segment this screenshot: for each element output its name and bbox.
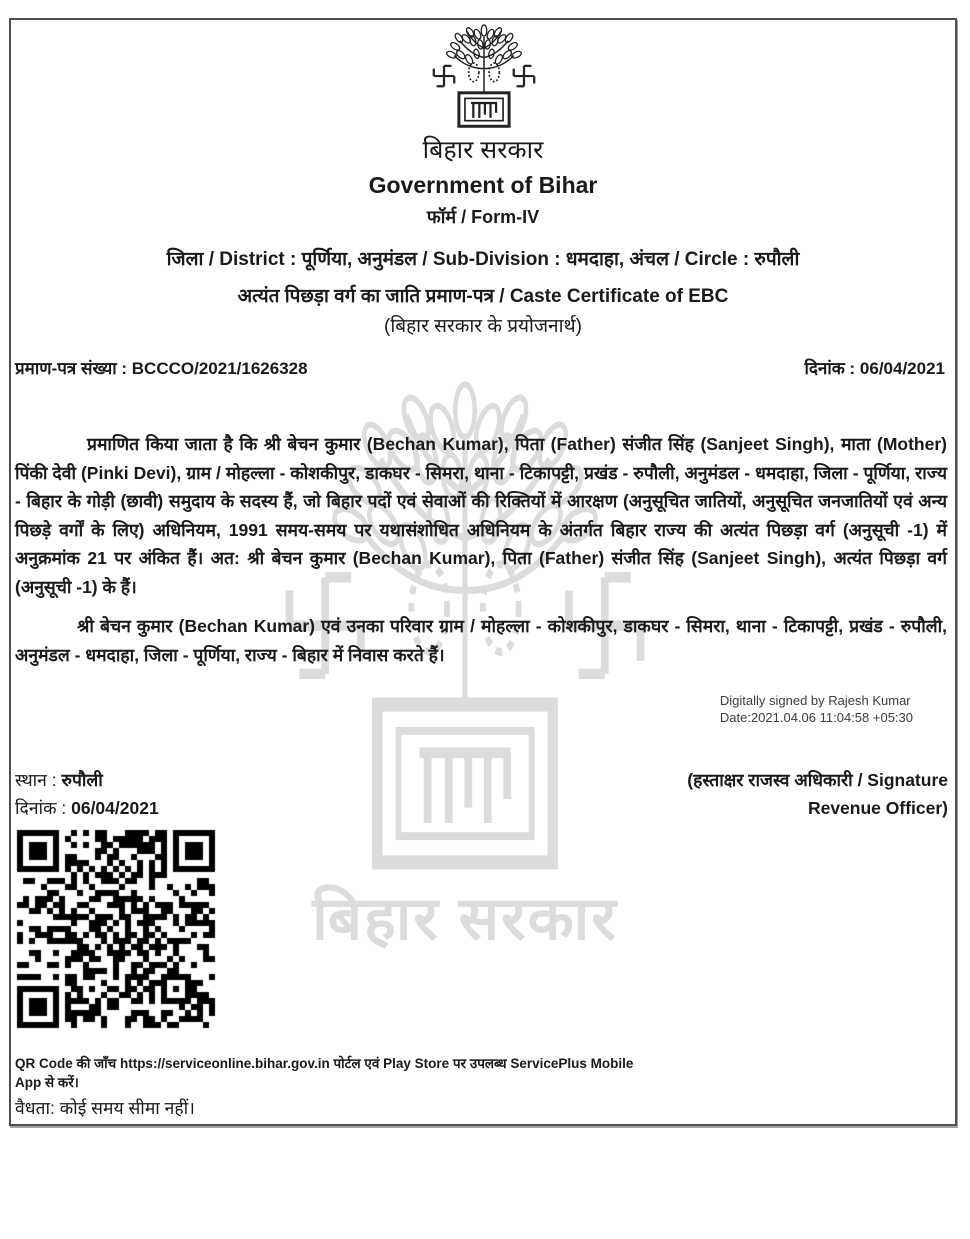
certificate-number-label: प्रमाण-पत्र संख्या : [15,359,128,378]
certificate-title: अत्यंत पिछड़ा वर्ग का जाति प्रमाण-पत्र / Caste Certificate of EBC [237,286,729,307]
qr-code [15,828,217,1030]
certificate-body-paragraph-1: प्रमाणित किया जाता है कि श्री बेचन कुमार (Bechan Kumar), पिता (Father) संजीत सिंह (Sanjeet Singh), माता (Mother) पिंकी देवी (Pinki Devi), ग्राम / मोहल्ला - कोशकीपुर, डाकघर - सिमरा, थाना - टिकापट्टी, प्रखंड - रुपौली, अनुमंडल - धमदाहा, जिला - पूर्णिया, राज्य - बिहार के गोड़ी (छावी) समुदाय के सदस्य हैं, जो बिहार पदों एवं सेवाओं की रिक्तियों में आरक्षण (अनुसूचित जातियों, अनुसूचित जनजातियों एवं अन्य पिछड़े वर्गों के लिए) अधिनियम, 1991 समय-समय पर यथासंशोधित अधिनियम के अंतर्गत बिहार राज्य की अत्यंत पिछड़ा वर्ग (अनुसूची -1) में अनुक्रमांक 21 पर अंकित हैं। अत: श्री बेचन कुमार (Bechan Kumar), पिता (Father) संजीत सिंह (Sanjeet Singh), अत्यंत पिछड़ा वर्ग (अनुसूची -1) के हैं। [15,434,947,597]
government-name-hindi: बिहार सरकार [422,136,544,164]
district-subdivision-circle-line: जिला / District : पूर्णिया, अनुमंडल / Sub-Division : धमदाहा, अंचल / Circle : रुपौली [166,249,800,270]
purpose-note: (बिहार सरकार के प्रयोजनार्थ) [384,316,582,337]
officer-signature-line2: Revenue Officer) [807,798,948,818]
certificate-meta-row [15,356,945,379]
watermark-text: बिहार सरकार [312,885,618,952]
certificate-number-value: BCCCO/2021/1626328 [131,359,308,378]
place-date-block [15,766,159,822]
certificate-date-value: 06/04/2021 [859,359,945,378]
bihar-government-emblem-icon [428,24,540,130]
qr-verification-note: QR Code की जाँच https://serviceonline.bihar.gov.in पोर्टल एवं Play Store पर उपलब्ध ServicePlus Mobile App से करें। [15,1056,634,1090]
digital-signature-line2: Date:2021.04.06 11:04:58 +05:30 [719,710,913,725]
form-number: फॉर्म / Form-IV [426,207,540,227]
place-label: स्थान : [15,770,57,790]
date-label: दिनांक : [15,798,67,818]
certificate-body-paragraph-2: श्री बेचन कुमार (Bechan Kumar) एवं उनका परिवार ग्राम / मोहल्ला - कोशकीपुर, डाकघर - सिमरा, थाना - टिकापट्टी, प्रखंड - रुपौली, अनुमंडल - धमदाहा, जिला - पूर्णिया, राज्य - बिहार में निवास करते हैं। [15,616,947,665]
officer-signature-line1: (हस्ताक्षर राजस्व अधिकारी / Signature [687,770,948,790]
date-line [15,794,159,822]
digital-signature-note [720,692,913,726]
footer-notes [15,1054,655,1121]
date-value: 06/04/2021 [71,798,159,818]
certificate-number [15,356,308,379]
place-line [15,766,159,794]
validity-note: वैधता: कोई समय सीमा नहीं। [15,1098,195,1118]
certificate-date [804,356,945,379]
certificate-document [9,18,957,1126]
certificate-date-label: दिनांक : [804,359,856,378]
place-value: रुपौली [61,770,103,790]
digital-signature-line1: Digitally signed by Rajesh Kumar [719,693,911,708]
revenue-officer-signature-block [687,766,948,822]
government-name-english: Government of Bihar [368,172,598,198]
